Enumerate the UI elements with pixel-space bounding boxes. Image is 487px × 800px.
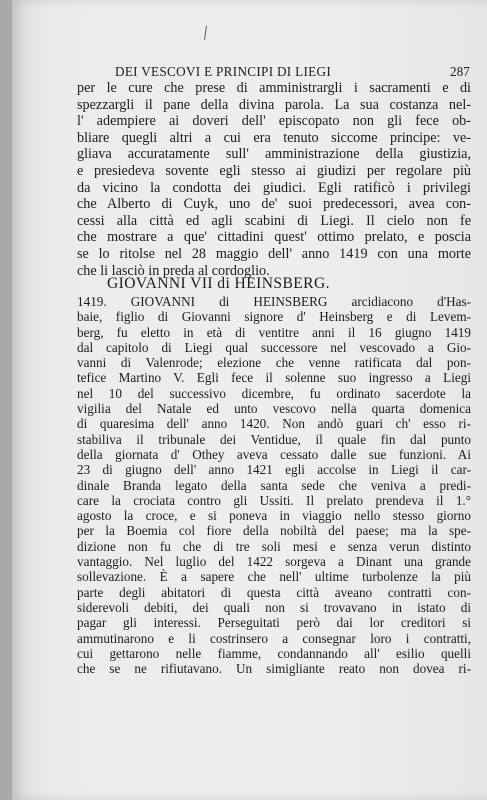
text-line: l' adempiere ai doveri dell' episcopato non gli fece ob- bbox=[77, 113, 471, 130]
text-line: dinale Branda legato della santa sede che veniva a predi- bbox=[77, 477, 471, 493]
text-line: cui gettarono nelle fiamme, condannando all' esilio quelli bbox=[77, 645, 471, 661]
text-line: cessi alla città ed agli scabini di Liegi. Il cielo non fe bbox=[77, 212, 471, 229]
text-line: dal capitolo di Liegi qual successore nel vescovado a Gio- bbox=[77, 339, 471, 355]
text-line: e presiedeva sovente egli stesso ai giudizi per regolare più bbox=[77, 162, 471, 179]
text-line: sollevazione. È a sapere che nell' ultime turbolenze la più bbox=[77, 569, 471, 585]
text-line: che mostrare a que' cittadini quest' ottimo prelato, e poscia bbox=[77, 229, 471, 246]
text-line: che li lasciò in preda al cordoglio. bbox=[77, 262, 270, 279]
top-paragraph bbox=[77, 80, 471, 279]
text-line: stabiliva il tribunale dei Ventidue, il quale fin dal punto bbox=[77, 431, 471, 447]
text-line: per le cure che prese di amministrargli i sacramenti e di bbox=[77, 80, 471, 96]
text-line: bliare quegli altri a cui era tenuto siccome principe: ve- bbox=[77, 129, 471, 146]
text-line: che Alberto di Cuyk, uno de' suoi predecessori, avea con- bbox=[77, 196, 471, 213]
text-line: che se ne rifiutavano. Un simigliante reato non dovea ri- bbox=[77, 661, 471, 677]
book-page bbox=[12, 0, 487, 800]
text-line: parte degli abitatori di questa città aveano contratti con- bbox=[77, 584, 471, 600]
text-line: nel 10 del successivo dicembre, fu ordinato sacerdote la bbox=[77, 385, 471, 401]
text-line: ammutinarono e li costrinsero a consegnar loro i contratti, bbox=[77, 630, 471, 646]
text-line: da vicino la condotta dei giudici. Egli ratificò i privilegi bbox=[77, 179, 471, 196]
text-line: berg, fu eletto in età di ventitre anni il 16 giugno 1419 bbox=[77, 324, 471, 340]
text-line: agosto la croce, e si poneva in viaggio nello stesso giorno bbox=[77, 508, 471, 524]
text-line: vantaggio. Nel luglio del 1422 sorgeva a Dinant una grande bbox=[77, 554, 471, 570]
text-line: spezzargli il pane della divina parola. La sua costanza nel- bbox=[77, 96, 471, 113]
main-paragraph bbox=[77, 294, 471, 676]
text-line: vigilia del Natale ed unto vescovo nella quarta domenica bbox=[77, 401, 471, 417]
text-line: siderevoli debiti, dei quali non si trovavano in istato di bbox=[77, 599, 471, 615]
ink-mark bbox=[204, 26, 210, 40]
text-line: di quaresima dell' anno 1420. Non andò guari ch' esso ri- bbox=[77, 416, 471, 432]
text-line: care la crociata contro gli Ussiti. Il prelato prendeva il 1.° bbox=[77, 492, 471, 508]
text-line: della giornata d' Othey aveva cessato dalle sue funzioni. Ai bbox=[77, 446, 471, 462]
text-line: 23 di giugno dell' anno 1421 egli accolse in Liegi il car- bbox=[77, 462, 471, 478]
text-line: per la Boemia col fiore della nobiltà del paese; ma la spe- bbox=[77, 523, 471, 539]
text-line: gliava accuratamente sull' amministrazione della giustizia, bbox=[77, 146, 471, 163]
text-line: tefice Martino V. Egli fece il solenne suo ingresso a Liegi bbox=[77, 370, 471, 386]
text-line: baie, figlio di Giovanni signore d' Heinsberg e di Levem- bbox=[77, 309, 471, 325]
page-number: 287 bbox=[450, 64, 470, 79]
section-heading: GIOVANNI VII di HEINSBERG. bbox=[107, 275, 330, 292]
text-line: 1419. GIOVANNI di HEINSBERG arcidiacono d'Has- bbox=[77, 294, 471, 309]
text-line: pagar gli interessi. Perseguitati però dai lor creditori si bbox=[77, 615, 471, 631]
text-line: dizione non fu che di tre soli mesi e senza verun distinto bbox=[77, 538, 471, 554]
text-line: vanni di Valenrode; elezione che venne ratificata dal pon- bbox=[77, 355, 471, 371]
text-line: se lo ritolse nel 28 maggio dell' anno 1419 con una morte bbox=[77, 245, 471, 262]
running-title: DEI VESCOVI E PRINCIPI DI LIEGI bbox=[115, 64, 332, 79]
